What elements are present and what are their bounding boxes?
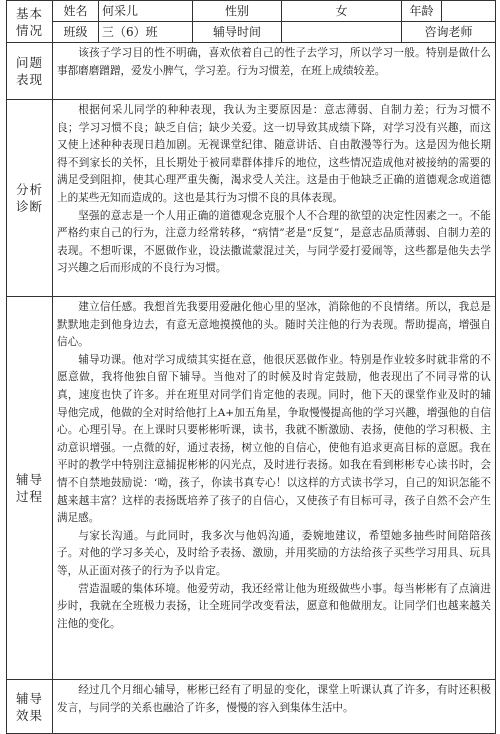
process-paragraph: 建立信任感。我想首先我要用爱融化他心里的坚冰，消除他的不良情绪。所以，我总是默默地走到他身边去，有意无意地摸摸他的头。随时关注他的行为表现。帮助提高，增强自信心。 [57,301,491,349]
analysis-row [7,100,496,297]
effect-text-cell [53,680,496,734]
problem-text: 该孩子学习目的性不明确，喜欢依着自己的性子去学习，所以学习一般。特别是做什么事都磨磨蹭蹭，爱发小脾气，学习差。行为习惯差，在班上成绩较差。 [57,47,491,77]
problem-label: 问题表现 [7,43,53,100]
class-value: 三（6）班 [99,22,193,43]
class-label: 班级 [53,22,99,43]
basic-row-2 [7,22,496,43]
teacher-label: 咨询老师 [402,22,496,43]
basic-row-1 [7,1,496,22]
process-text-cell [53,297,496,680]
analysis-paragraph: 根据何采儿同学的种种表现，我认为主要原因是：意志薄弱、自制力差；行为习惯不良；学习习惯不良；缺乏自信；缺少关爱。这一切导致其成绩下降，对学习没有兴趣，而这又使上述种种表现日趋加剧。无视课堂纪律、随意讲话、自由散漫等行为。这是因为他长期得不到家长的关怀，且长期处于被同辈群体排斥的地位，这些情况造成他对被接纳的需要的满足受到阻抑，使其心理严重失衡，渴求受人关注。这是由于他缺乏正确的道德观念或道德上的某些无知而造成的。这也是其行为习惯不良的具体表现。 [57,104,491,204]
problem-text-cell [53,43,496,100]
analysis-label: 分析诊断 [7,100,53,297]
process-paragraph: 与家长沟通。与此同时，我多次与他妈沟通，委婉地建议，希望她多抽些时间陪陪孩子。对他的学习多关心，及时给予表扬、激励，并用奖励的方法给孩子买些学习用具、玩具等，从正面对孩子的行为予以肯定。 [57,529,491,577]
analysis-paragraph: 坚强的意志是一个人用正确的道德观念克服个人不合理的欲望的决定性因素之一。不能严格约束自己的行为，注意力经常转移，“病情”老是“反复”，是意志品质薄弱、自制力差的表现。不想听课，不愿做作业，设法撒谎蒙混过关，与同学爱打爱闹等，这些都是他失去学习兴趣之后而形成的不良行为习惯。 [57,209,491,275]
gender-label: 性别 [193,1,282,22]
name-value: 何采儿 [99,1,193,22]
process-paragraph: 辅导功课。他对学习成绩其实挺在意，他很厌恶做作业。特别是作业较多时就非常的不愿意做，我将他独自留下辅导。当他对了的时候及时肯定鼓励，他表现出了不同寻常的认真，速度也快了许多。并在班里对同学们肯定他的表现。同时，他下天的课堂作业及时的辅导他完成，他做的全对时给他打上A+加五角星，争取慢慢提高他的学习兴趣，增强他的自信心。心理引导。在上课时只要彬彬听课，读书，我就不断激励、表扬，使他的学习积极、主动意识增强。一点微的好，通过表扬，树立他的自信心，使他有追求更高目标的意愿。我在平时的教学中特别注意捕捉彬彬的闪光点，及时进行表扬。如我在看到彬彬专心读书时，会情不自禁地鼓励说：‘呦，孩子，你读书真专心！以这样的方式读书学习，自己的知识怎能不越来越丰富？这样的表扬既培养了孩子的自信心，又使孩子有目标可寻，孩子自然不会产生满足感。 [57,353,491,525]
gender-value: 女 [282,1,402,22]
time-value [282,22,402,43]
analysis-text-cell [53,100,496,297]
age-value [442,1,496,22]
process-label: 辅导过程 [7,297,53,680]
problem-row [7,43,496,100]
name-label: 姓名 [53,1,99,22]
effect-text: 经过几个月细心辅导，彬彬已经有了明显的变化，课堂上听课认真了许多，有时还积极发言，与同学的关系也融洽了许多，慢慢的容入到集体生活中。 [57,684,491,714]
age-label: 年龄 [402,1,442,22]
process-paragraph: 营造温暖的集体环境。他爱劳动，我还经常让他为班级做些小事。每当彬彬有了点滴进步时，我就在全班极力表扬，让全班同学改变看法，愿意和他做朋友。让同学们也越来越关注他的变化。 [57,582,491,630]
process-row [7,297,496,680]
basic-label: 基本情况 [7,1,53,43]
counseling-record-table [6,0,496,734]
effect-label: 辅导效果 [7,680,53,734]
time-label: 辅导时间 [193,22,282,43]
effect-row [7,680,496,734]
